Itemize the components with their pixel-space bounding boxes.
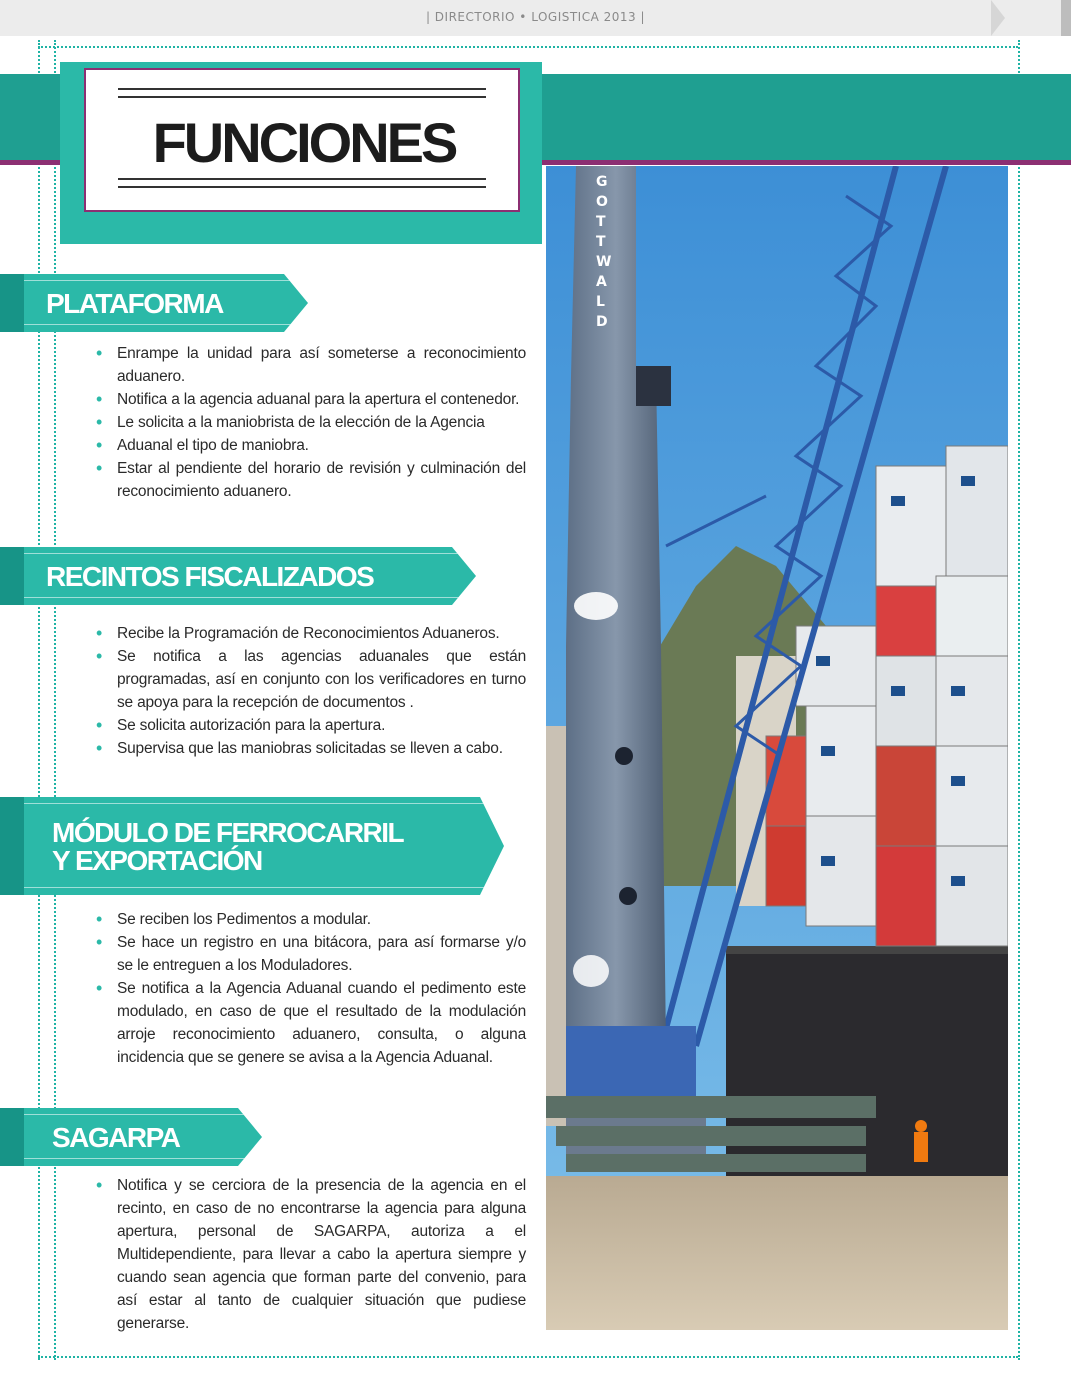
svg-text:L: L — [596, 294, 605, 310]
section-banner-ferrocarril — [0, 797, 504, 895]
list-item: • Se hace un registro en una bitácora, para así formarse y/o se le entreguen a los Moduladores. — [96, 931, 526, 977]
svg-text:O: O — [596, 194, 608, 210]
section-heading: SAGARPA — [52, 1122, 180, 1153]
banner-rule — [24, 1158, 262, 1159]
title-rule — [118, 88, 486, 90]
section-heading-line2: Y EXPORTACIÓN — [52, 845, 262, 876]
banner-rule — [24, 1114, 262, 1115]
section-banner-plataforma — [0, 274, 308, 332]
banner-stub — [0, 1108, 24, 1166]
frame-right — [1018, 40, 1020, 1360]
title-rule — [118, 96, 486, 98]
banner-stub — [0, 274, 24, 332]
banner-rule — [24, 597, 476, 598]
section-heading: RECINTOS FISCALIZADOS — [46, 561, 374, 592]
banner-rule — [24, 553, 476, 554]
banner-stub — [0, 797, 24, 895]
page-title: FUNCIONES — [152, 111, 456, 174]
section-banner-recintos — [0, 547, 476, 605]
list-item: • Estar al pendiente del horario de revisión y culminación del reconocimiento aduanero. — [96, 457, 526, 503]
banner-rule — [24, 324, 308, 325]
svg-text:G: G — [596, 174, 608, 190]
list-item: • Se notifica a las agencias aduanales que están programadas, así en conjunto con los verificadores en turno se apoya para la recepción de documentos . — [96, 645, 526, 714]
list-item: • Se solicita autorización para la apertura. — [96, 714, 526, 737]
section-list-ferrocarril — [96, 908, 526, 1069]
list-item: • Recibe la Programación de Reconocimientos Aduaneros. — [96, 622, 526, 645]
banner-rule — [24, 280, 308, 281]
section-banner-sagarpa — [0, 1108, 262, 1166]
list-item: • Se reciben los Pedimentos a modular. — [96, 908, 526, 931]
title-rule — [118, 178, 486, 180]
banner-rule — [24, 803, 504, 804]
list-item: • Notifica y se cerciora de la presencia de la agencia en el recinto, en caso de no encontrarse la agencia para alguna apertura, personal de SAGARPA, autoriza a el Multidependiente, para llevar a cabo la apertura siempre y cuando sean agencia que forman parte del convenio, para así estar al tanto de cualquier situación que pudiese generarse. — [96, 1174, 526, 1335]
list-item: • Notifica a la agencia aduanal para la apertura el contenedor. — [96, 388, 526, 411]
list-item: • Se notifica a la Agencia Aduanal cuando el pedimento este modulado, en caso de que el resultado de la modulación arroje reconocimiento aduanero, consulta, o alguna incidencia que se genere se avisa a la Agencia Aduanal. — [96, 977, 526, 1069]
section-list-recintos — [96, 622, 526, 760]
list-item: • Supervisa que las maniobras solicitadas se lleven a cabo. — [96, 737, 526, 760]
banner-stub — [0, 547, 24, 605]
section-heading-line1: MÓDULO DE FERROCARRIL — [52, 817, 404, 848]
port-crane-photo — [546, 166, 1008, 1330]
svg-text:T: T — [596, 234, 606, 250]
section-list-sagarpa — [96, 1174, 526, 1335]
banner-rule — [24, 887, 504, 888]
title-rule — [118, 186, 486, 188]
svg-text:D: D — [596, 314, 608, 330]
frame-bottom — [38, 1356, 1018, 1358]
svg-text:W: W — [596, 254, 612, 270]
svg-text:T: T — [596, 214, 606, 230]
svg-text:A: A — [596, 274, 607, 290]
list-item: • Enrampe la unidad para así someterse a reconocimiento aduanero. — [96, 342, 526, 388]
title-card — [84, 68, 520, 212]
list-item: • Le solicita a la maniobrista de la elección de la Agencia — [96, 411, 526, 434]
list-item: • Aduanal el tipo de maniobra. — [96, 434, 526, 457]
frame-top — [38, 46, 1018, 48]
section-heading: PLATAFORMA — [46, 288, 223, 319]
running-head: | DIRECTORIO • LOGISTICA 2013 | — [425, 10, 646, 24]
section-list-plataforma — [96, 342, 526, 503]
